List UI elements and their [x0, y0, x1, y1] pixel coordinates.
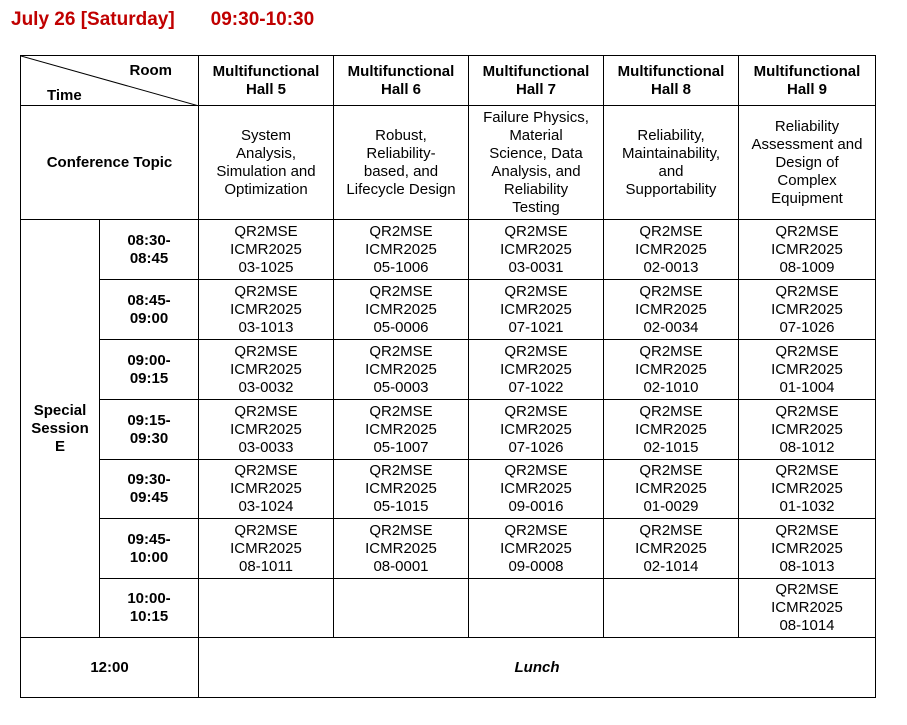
paper-id-line: ICMR2025 — [365, 420, 437, 438]
paper-id-line: QR2MSE — [504, 342, 568, 360]
paper-id-line: 01-0029 — [643, 498, 699, 515]
paper-id-line: ICMR2025 — [230, 420, 302, 438]
conference-topic-label: Conference Topic — [21, 106, 199, 220]
paper-id-line: QR2MSE — [369, 282, 433, 300]
paper-id-line: QR2MSE — [639, 282, 703, 300]
time-slot — [100, 519, 199, 579]
topic-line: Simulation and — [216, 162, 316, 180]
session-row — [21, 400, 876, 460]
topic-line: Supportability — [625, 180, 717, 198]
time-slot-line: 09:45- — [127, 530, 171, 548]
paper-cell — [604, 280, 739, 340]
session-row — [21, 519, 876, 579]
paper-id-line: 05-1006 — [373, 258, 429, 276]
topic-row — [21, 106, 876, 220]
paper-id-line: QR2MSE — [504, 282, 568, 300]
paper-id-line: QR2MSE — [369, 462, 433, 479]
schedule-time-range: 09:30-10:30 — [210, 9, 315, 30]
time-slot-line: 08:45 — [129, 249, 169, 267]
paper-cell — [199, 340, 334, 400]
paper-cell — [469, 220, 604, 280]
paper-id-line: ICMR2025 — [771, 420, 843, 438]
paper-id-line: ICMR2025 — [365, 480, 437, 497]
paper-id-line: ICMR2025 — [635, 420, 707, 438]
topic-line: Robust, — [375, 126, 427, 144]
paper-id-line: ICMR2025 — [365, 240, 437, 258]
paper-id-line: ICMR2025 — [771, 539, 843, 557]
paper-id-line: ICMR2025 — [230, 480, 302, 497]
paper-cell — [469, 579, 604, 638]
paper-id-line: 02-1014 — [643, 557, 699, 575]
paper-id-line: 02-1015 — [643, 438, 699, 456]
paper-cell — [334, 460, 469, 519]
paper-cell — [739, 579, 876, 638]
room-time-corner — [21, 56, 199, 106]
paper-cell — [604, 460, 739, 519]
time-slot-line: 08:30- — [127, 231, 171, 249]
hall-header — [199, 56, 334, 106]
topic-line: Complex — [777, 171, 837, 189]
hall-header — [469, 56, 604, 106]
paper-id-line: ICMR2025 — [230, 300, 302, 318]
paper-id-line: QR2MSE — [639, 402, 703, 420]
paper-cell — [739, 280, 876, 340]
topic-cell — [199, 106, 334, 220]
session-label — [21, 220, 100, 638]
topic-line: Reliability- — [366, 144, 436, 162]
paper-cell — [199, 400, 334, 460]
session-label-line: Special — [33, 401, 87, 419]
session-label-line: E — [54, 437, 65, 455]
topic-line: Equipment — [771, 189, 843, 207]
session-row — [21, 220, 876, 280]
paper-id-line: ICMR2025 — [771, 240, 843, 258]
paper-id-line: QR2MSE — [639, 521, 703, 539]
paper-id-line: QR2MSE — [639, 342, 703, 360]
paper-id-line: 01-1004 — [779, 378, 835, 396]
paper-id-line: QR2MSE — [234, 521, 298, 539]
paper-id-line: ICMR2025 — [771, 599, 843, 616]
paper-id-line: 09-0008 — [508, 557, 564, 575]
time-slot-line: 09:30- — [127, 471, 171, 488]
paper-cell — [334, 579, 469, 638]
paper-cell — [604, 340, 739, 400]
time-slot — [100, 400, 199, 460]
time-slot-line: 08:45- — [127, 291, 171, 309]
paper-id-line: ICMR2025 — [500, 300, 572, 318]
paper-cell — [334, 220, 469, 280]
paper-id-line: QR2MSE — [234, 462, 298, 479]
paper-id-line: 08-1013 — [779, 557, 835, 575]
paper-cell — [199, 280, 334, 340]
paper-id-line: QR2MSE — [775, 222, 839, 240]
topic-line: System — [240, 126, 291, 144]
paper-cell — [199, 579, 334, 638]
session-row — [21, 460, 876, 519]
hall-header — [604, 56, 739, 106]
paper-id-line: ICMR2025 — [230, 360, 302, 378]
paper-cell — [334, 400, 469, 460]
topic-cell — [604, 106, 739, 220]
paper-id-line: 05-1007 — [373, 438, 429, 456]
paper-id-line: 03-1013 — [238, 318, 294, 336]
paper-id-line: 08-1009 — [779, 258, 835, 276]
session-label-line: Session — [31, 419, 89, 437]
paper-cell — [604, 220, 739, 280]
paper-cell — [199, 220, 334, 280]
time-slot — [100, 280, 199, 340]
paper-id-line: QR2MSE — [234, 282, 298, 300]
paper-id-line: ICMR2025 — [365, 360, 437, 378]
paper-id-line: QR2MSE — [369, 402, 433, 420]
hall-header-line: Hall 7 — [515, 80, 557, 98]
paper-id-line: ICMR2025 — [500, 240, 572, 258]
header-row — [21, 56, 876, 106]
paper-cell — [739, 220, 876, 280]
time-slot — [100, 579, 199, 638]
topic-line: Lifecycle Design — [346, 180, 456, 198]
paper-id-line: 03-1024 — [238, 498, 294, 515]
topic-cell — [469, 106, 604, 220]
hall-header-line: Multifunctional — [753, 62, 861, 80]
topic-line: Reliability, — [637, 126, 705, 144]
topic-cell — [739, 106, 876, 220]
session-row — [21, 579, 876, 638]
topic-line: based, and — [363, 162, 439, 180]
paper-id-line: ICMR2025 — [771, 300, 843, 318]
paper-id-line: 07-1026 — [508, 438, 564, 456]
paper-id-line: ICMR2025 — [771, 480, 843, 497]
paper-id-line: 07-1021 — [508, 318, 564, 336]
topic-line: Testing — [512, 198, 560, 216]
paper-id-line: ICMR2025 — [635, 539, 707, 557]
paper-id-line: QR2MSE — [369, 342, 433, 360]
paper-id-line: QR2MSE — [369, 222, 433, 240]
topic-line: Reliability — [774, 117, 840, 135]
paper-id-line: 09-0016 — [508, 498, 564, 515]
time-slot-line: 10:00 — [129, 548, 169, 566]
paper-id-line: ICMR2025 — [635, 240, 707, 258]
schedule-heading — [11, 9, 314, 31]
paper-id-line: ICMR2025 — [500, 539, 572, 557]
paper-cell — [739, 519, 876, 579]
paper-cell — [469, 280, 604, 340]
hall-header — [334, 56, 469, 106]
paper-id-line: ICMR2025 — [500, 360, 572, 378]
schedule-date: July 26 [Saturday] — [11, 9, 175, 30]
time-slot — [100, 220, 199, 280]
hall-header-line: Multifunctional — [482, 62, 590, 80]
topic-line: Design of — [775, 153, 839, 171]
session-row — [21, 280, 876, 340]
schedule-table — [20, 55, 876, 698]
paper-id-line: QR2MSE — [234, 342, 298, 360]
paper-id-line: 05-1015 — [373, 498, 429, 515]
topic-line: Analysis, — [235, 144, 297, 162]
lunch-time: 12:00 — [21, 638, 199, 698]
time-slot — [100, 340, 199, 400]
paper-cell — [469, 519, 604, 579]
paper-id-line: QR2MSE — [775, 342, 839, 360]
paper-id-line: QR2MSE — [504, 521, 568, 539]
paper-id-line: QR2MSE — [639, 222, 703, 240]
hall-header-line: Hall 8 — [650, 80, 692, 98]
paper-cell — [604, 400, 739, 460]
topic-line: Optimization — [224, 180, 308, 198]
topic-line: Failure Physics, — [483, 108, 589, 126]
paper-id-line: QR2MSE — [775, 402, 839, 420]
paper-cell — [604, 519, 739, 579]
paper-id-line: QR2MSE — [504, 402, 568, 420]
paper-id-line: 07-1026 — [779, 318, 835, 336]
paper-id-line: ICMR2025 — [635, 300, 707, 318]
paper-id-line: QR2MSE — [504, 222, 568, 240]
paper-id-line: 02-0013 — [643, 258, 699, 276]
topic-line: Science, Data — [489, 144, 583, 162]
paper-id-line: 05-0006 — [373, 318, 429, 336]
paper-id-line: ICMR2025 — [500, 480, 572, 497]
paper-id-line: QR2MSE — [775, 462, 839, 479]
hall-header-line: Hall 9 — [786, 80, 828, 98]
paper-id-line: ICMR2025 — [500, 420, 572, 438]
paper-id-line: QR2MSE — [775, 282, 839, 300]
paper-id-line: ICMR2025 — [635, 480, 707, 497]
paper-id-line: 08-0001 — [373, 557, 429, 575]
paper-cell — [334, 519, 469, 579]
time-slot-line: 09:00- — [127, 351, 171, 369]
paper-id-line: 03-0033 — [238, 438, 294, 456]
time-slot-line: 09:15 — [129, 369, 169, 387]
hall-header-line: Hall 6 — [380, 80, 422, 98]
hall-header-line: Multifunctional — [617, 62, 725, 80]
topic-cell — [334, 106, 469, 220]
time-slot-line: 10:15 — [129, 608, 169, 625]
paper-cell — [469, 340, 604, 400]
paper-id-line: 03-0031 — [508, 258, 564, 276]
paper-id-line: QR2MSE — [369, 521, 433, 539]
paper-id-line: 07-1022 — [508, 378, 564, 396]
topic-line: and — [658, 162, 684, 180]
paper-id-line: ICMR2025 — [771, 360, 843, 378]
paper-cell — [199, 460, 334, 519]
hall-header-line: Hall 5 — [245, 80, 287, 98]
paper-cell — [739, 340, 876, 400]
paper-id-line: ICMR2025 — [230, 240, 302, 258]
lunch-row — [21, 638, 876, 698]
hall-header-line: Multifunctional — [212, 62, 320, 80]
paper-id-line: 08-1014 — [779, 617, 835, 634]
paper-cell — [604, 579, 739, 638]
paper-id-line: ICMR2025 — [635, 360, 707, 378]
paper-id-line: 01-1032 — [779, 498, 835, 515]
paper-id-line: QR2MSE — [775, 581, 839, 598]
paper-id-line: QR2MSE — [234, 402, 298, 420]
session-row — [21, 340, 876, 400]
paper-id-line: 08-1011 — [239, 557, 293, 575]
paper-id-line: 02-0034 — [643, 318, 699, 336]
paper-id-line: 05-0003 — [373, 378, 429, 396]
time-slot-line: 09:15- — [127, 411, 171, 429]
time-slot-line: 10:00- — [127, 590, 171, 607]
paper-id-line: QR2MSE — [234, 222, 298, 240]
paper-cell — [739, 400, 876, 460]
paper-id-line: QR2MSE — [639, 462, 703, 479]
paper-id-line: QR2MSE — [504, 462, 568, 479]
paper-id-line: 03-1025 — [238, 258, 294, 276]
topic-line: Assessment and — [751, 135, 863, 153]
paper-id-line: QR2MSE — [775, 521, 839, 539]
paper-id-line: ICMR2025 — [365, 300, 437, 318]
time-slot-line: 09:00 — [129, 309, 169, 327]
topic-line: Material — [509, 126, 563, 144]
hall-header-line: Multifunctional — [347, 62, 455, 80]
time-slot-line: 09:45 — [129, 489, 169, 506]
paper-id-line: 03-0032 — [238, 378, 294, 396]
paper-id-line: 02-1010 — [643, 378, 699, 396]
lunch-label: Lunch — [199, 638, 876, 698]
topic-line: Maintainability, — [621, 144, 721, 162]
hall-header — [739, 56, 876, 106]
paper-cell — [334, 340, 469, 400]
room-label: Room — [129, 62, 172, 79]
time-slot-line: 09:30 — [129, 429, 169, 447]
topic-line: Analysis, and — [491, 162, 581, 180]
paper-cell — [334, 280, 469, 340]
paper-cell — [469, 400, 604, 460]
paper-cell — [739, 460, 876, 519]
paper-id-line: 08-1012 — [779, 438, 835, 456]
time-label: Time — [47, 87, 82, 104]
paper-cell — [199, 519, 334, 579]
topic-line: Reliability — [503, 180, 569, 198]
time-slot — [100, 460, 199, 519]
paper-id-line: ICMR2025 — [230, 539, 302, 557]
paper-id-line: ICMR2025 — [365, 539, 437, 557]
paper-cell — [469, 460, 604, 519]
